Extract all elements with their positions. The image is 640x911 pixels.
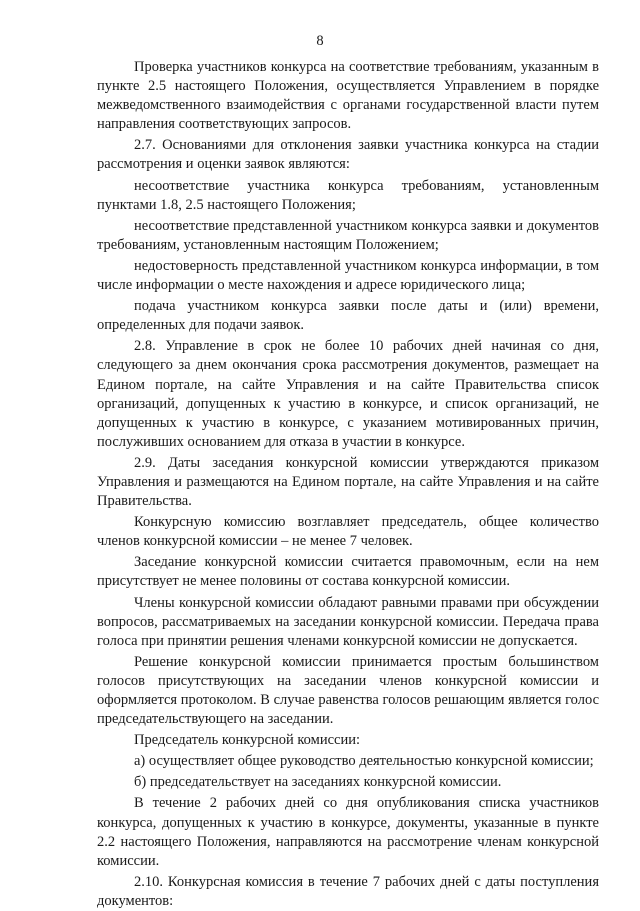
paragraph-commission-chair: Конкурсную комиссию возглавляет председатель, общее количество членов конкурсной комиссии – не менее 7 человек. [97, 514, 599, 550]
document-body [97, 58, 599, 911]
paragraph-inaccurate-information: недостоверность представленной участником конкурса информации, в том числе информации о месте нахождения и адресе юридического лица; [97, 257, 599, 294]
paragraph-decision-voting: Решение конкурсной комиссии принимается простым большинством голосов присутствующих на заседании членов конкурсной комиссии и оформляется протоколом. В случае равенства голосов решающим является голос председательствующего на заседании. [97, 653, 599, 728]
paragraph-2-10-commission-review: 2.10. Конкурсная комиссия в течение 7 рабочих дней с даты поступления документов: [97, 873, 599, 909]
paragraph-quorum: Заседание конкурсной комиссии считается правомочным, если на нем присутствует не менее половины от состава конкурсной комиссии. [97, 554, 599, 590]
list-item-b-chairs-meetings: б) председательствует на заседаниях конкурсной комиссии. [134, 774, 502, 791]
paragraph-noncompliance-documents: несоответствие представленной участником конкурса заявки и документов требованиям, установленным настоящим Положением; [97, 217, 599, 253]
paragraph-documents-review: В течение 2 рабочих дней со дня опубликования списка участников конкурса, допущенных к участию в конкурсе, документы, указанные в пункте 2.2 настоящего Положения, направляются на рассмотрение членам конкурсной комиссии. [97, 795, 599, 869]
paragraph-equal-rights: Члены конкурсной комиссии обладают равными правами при обсуждении вопросов, рассматриваемых на заседании конкурсной комиссии. Передача права голоса при принятии решения членами конкурсной комиссии не допускается. [97, 594, 599, 649]
paragraph-chair-duties-heading: Председатель конкурсной комиссии: [134, 732, 361, 749]
list-item-a-general-management: а) осуществляет общее руководство деятельностью конкурсной комиссии; [134, 753, 594, 770]
paragraph-noncompliance-requirements: несоответствие участника конкурса требованиям, установленным пунктами 1.8, 2.5 настоящего Положения; [97, 177, 599, 213]
paragraph-2-9-meeting-dates: 2.9. Даты заседания конкурсной комиссии утверждаются приказом Управления и размещаются на Едином портале, на сайте Управления и на сайте Правительства. [97, 454, 599, 510]
paragraph-2-8-participant-lists: 2.8. Управление в срок не более 10 рабочих дней начиная со дня, следующего за днем окончания срока рассмотрения документов, размещает на Едином портале, на сайте Управления и на сайте Правительства список организаций, допущенных к участию в конкурсе, и список организаций, не допущенных к участию в конкурсе, с указанием мотивированных причин, послуживших основанием для отказа в участии в конкурсе. [97, 338, 599, 450]
paragraph-2-7-rejection-grounds: 2.7. Основаниями для отклонения заявки участника конкурса на стадии рассмотрения и оценки заявок являются: [97, 137, 599, 173]
page-number: 8 [316, 33, 324, 49]
paragraph-late-submission: подача участником конкурса заявки после даты и (или) времени, определенных для подачи заявок. [97, 298, 599, 334]
paragraph-participant-verification: Проверка участников конкурса на соответствие требованиям, указанным в пункте 2.5 настоящего Положения, осуществляется Управлением в порядке межведомственного взаимодействия с органами государственной власти путем направления соответствующих запросов. [97, 59, 599, 133]
